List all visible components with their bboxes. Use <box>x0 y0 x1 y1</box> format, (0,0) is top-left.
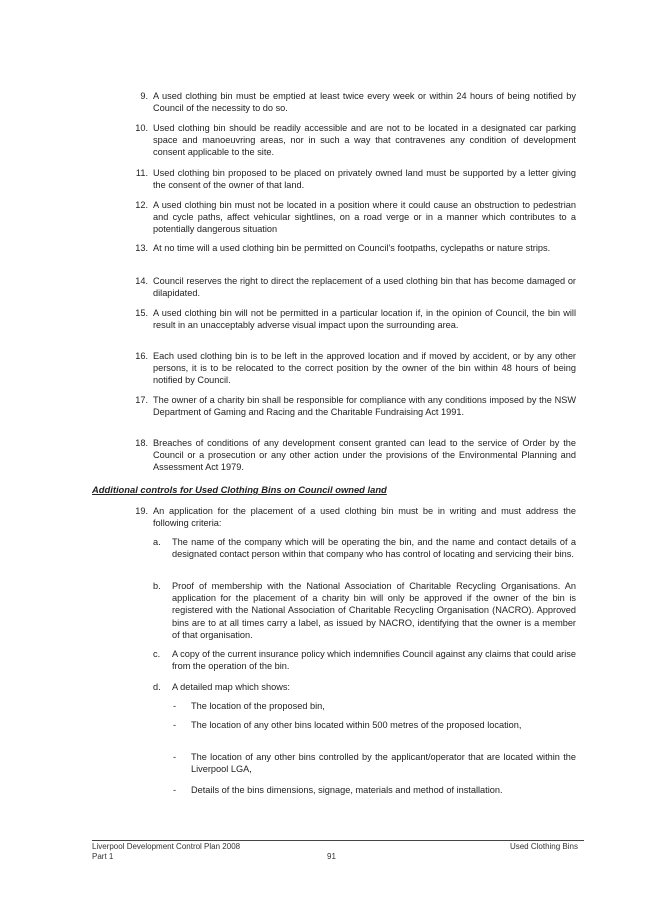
item-text: A used clothing bin must be emptied at least twice every week or within 24 hours of being notified by Council of the necessity to do so. <box>153 91 576 114</box>
item-number: 17. <box>135 395 148 405</box>
bullet-dash: - <box>173 785 177 795</box>
bullet-text: The location of any other bins controlled by the applicant/operator that are located within the Liverpool LGA, <box>191 752 576 775</box>
item-number: 14. <box>135 276 148 286</box>
item-number: 9. <box>140 91 148 101</box>
item-number: 11. <box>135 168 148 178</box>
item-number: 13. <box>135 243 148 253</box>
item-number: 12. <box>135 200 148 210</box>
sub-item-label: b. <box>153 581 161 591</box>
bullet-text: Details of the bins dimensions, signage, materials and method of installation. <box>191 785 503 795</box>
item-number: 15. <box>135 308 148 318</box>
sub-item-text: The name of the company which will be operating the bin, and the name and contact details of a designated contact person within that company who has control of locating and servicing their bins. <box>172 537 576 560</box>
sub-item-label: a. <box>153 537 161 547</box>
item-text: Used clothing bin should be readily accessible and are not to be located in a designated car parking space and manoeuvring areas, nor in such a way that contravenes any condition of development consent applicable to the site. <box>153 123 576 158</box>
bullet-text: The location of any other bins located within 500 metres of the proposed location, <box>191 720 522 730</box>
sub-item-text: A detailed map which shows: <box>172 682 290 692</box>
bullet-dash: - <box>173 701 177 711</box>
item-text: Used clothing bin proposed to be placed on privately owned land must be supported by a letter giving the consent of the owner of that land. <box>153 168 576 191</box>
item-text: An application for the placement of a used clothing bin must be in writing and must address the following criteria: <box>153 506 576 529</box>
bullet-dash: - <box>173 752 177 762</box>
sub-item-label: d. <box>153 682 161 692</box>
item-number: 18. <box>135 438 148 448</box>
footer-divider <box>92 840 584 841</box>
page-number: 91 <box>327 852 336 861</box>
item-text: The owner of a charity bin shall be responsible for compliance with any conditions imposed by the NSW Department of Gaming and Racing and the Charitable Fundraising Act 1991. <box>153 395 576 418</box>
footer-document-title: Liverpool Development Control Plan 2008 <box>92 842 241 851</box>
item-number: 16. <box>135 351 148 361</box>
section-heading: Additional controls for Used Clothing Bins on Council owned land <box>92 484 387 495</box>
item-text: Each used clothing bin is to be left in the approved location and if moved by accident, or by any other persons, it is to be relocated to the correct position by the owner of the bin within 48 hours of being notified by Council. <box>153 351 576 386</box>
bullet-dash: - <box>173 720 177 730</box>
sub-item-text: Proof of membership with the National Association of Charitable Recycling Organisations. An application for the placement of a charity bin will only be approved if the owner of the bin is registered with the National Association of Charitable Recycling Organisation (NACRO). Approved bins are to at all times carry a label, as issued by NACRO, identifying that the owner is a member of that organisation. <box>172 581 576 640</box>
bullet-text: The location of the proposed bin, <box>191 701 325 711</box>
item-text: Breaches of conditions of any development consent granted can lead to the service of Order by the Council or a prosecution or any other action under the provisions of the Environmental Planning and Assessment Act 1979. <box>153 438 576 473</box>
item-text: At no time will a used clothing bin be permitted on Council’s footpaths, cyclepaths or nature strips. <box>153 243 551 253</box>
item-text: A used clothing bin will not be permitted in a particular location if, in the opinion of Council, the bin will result in an unacceptably adverse visual impact upon the surrounding area. <box>153 308 576 331</box>
item-text: A used clothing bin must not be located in a position where it could cause an obstruction to pedestrian and cycle paths, affect vehicular sightlines, on a road verge or in a manner which contributes to a potentially dangerous situation <box>153 200 576 235</box>
sub-item-text: A copy of the current insurance policy which indemnifies Council against any claims that could arise from the operation of the bin. <box>172 649 576 672</box>
item-number: 10. <box>135 123 148 133</box>
sub-item-label: c. <box>153 649 161 659</box>
footer-section-title: Used Clothing Bins <box>509 842 578 851</box>
item-text: Council reserves the right to direct the replacement of a used clothing bin that has become damaged or dilapidated. <box>153 276 576 299</box>
item-number: 19. <box>135 506 148 516</box>
footer-part-label: Part 1 <box>92 852 114 861</box>
